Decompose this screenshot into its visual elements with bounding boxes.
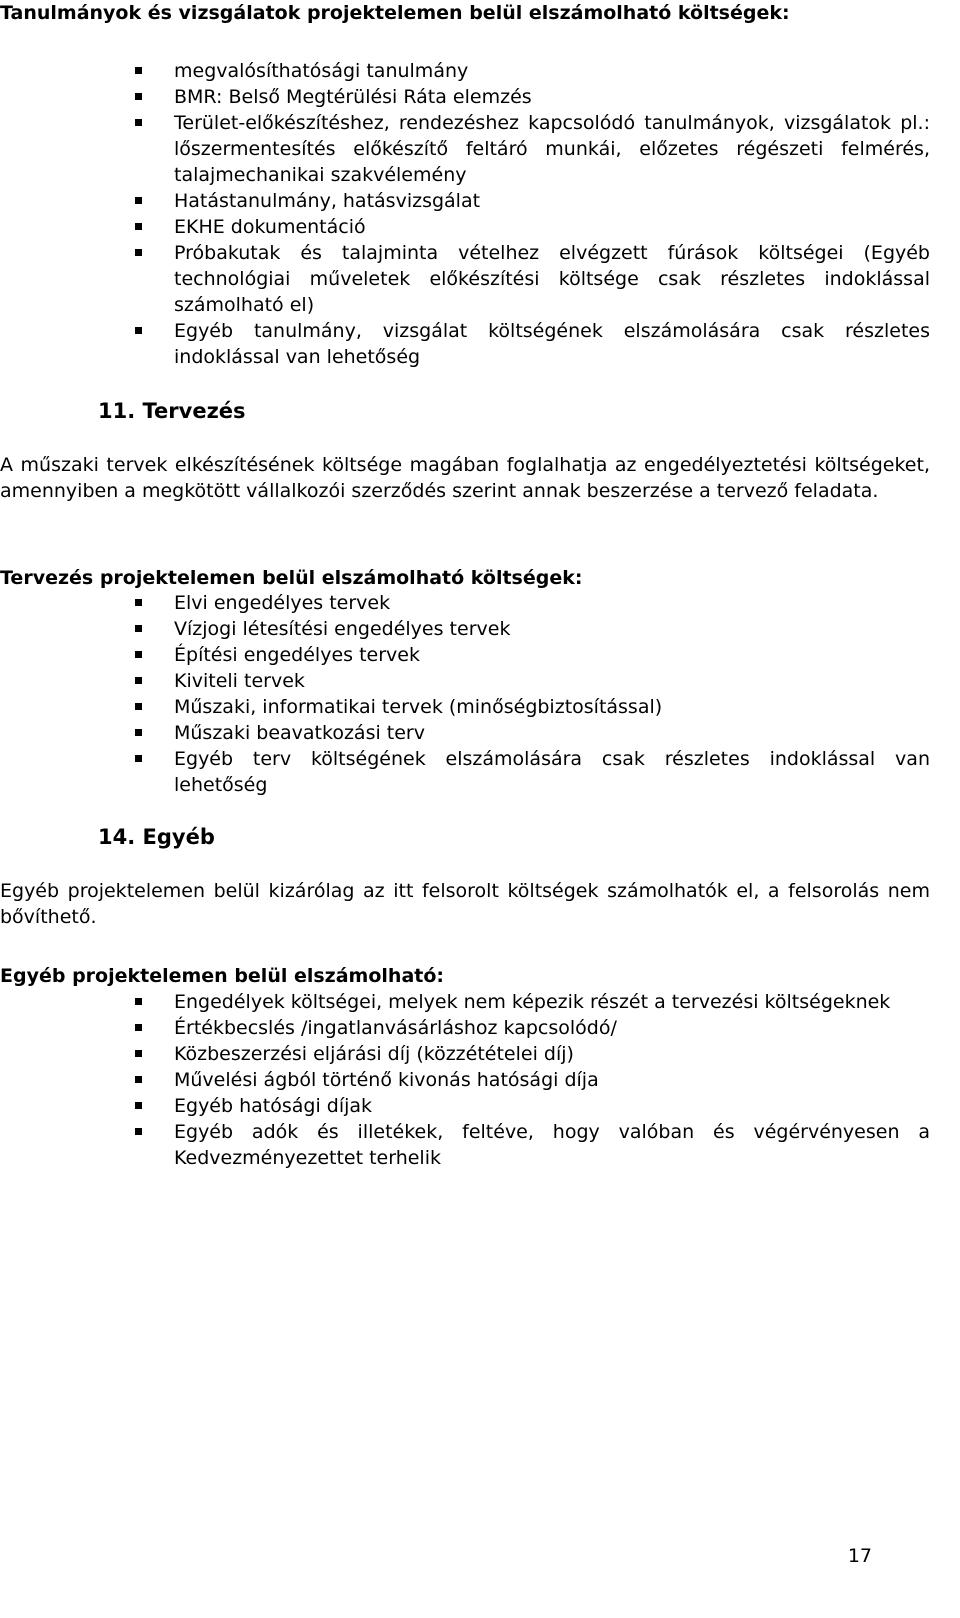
square-bullet-icon bbox=[135, 249, 142, 256]
list-item: Elvi engedélyes tervek bbox=[0, 590, 930, 616]
square-bullet-icon bbox=[135, 1076, 142, 1083]
square-bullet-icon bbox=[135, 1128, 142, 1135]
list-item: EKHE dokumentáció bbox=[0, 214, 930, 240]
page-number: 17 bbox=[847, 1545, 872, 1567]
square-bullet-icon bbox=[135, 67, 142, 74]
section-14-paragraph: Egyéb projektelemen belül kizárólag az itt felsorolt költségek számolhatók el, a felsorolás nem bővíthető. bbox=[0, 880, 930, 928]
square-bullet-icon bbox=[135, 223, 142, 230]
list-item: Próbakutak és talajminta vételhez elvégzett fúrások költségei (Egyéb technológiai műveletek előkészítési költsége csak részletes indoklással számolható el) bbox=[0, 240, 930, 318]
list-item: Művelési ágból történő kivonás hatósági díja bbox=[0, 1067, 930, 1093]
square-bullet-icon bbox=[135, 197, 142, 204]
list-item: Egyéb terv költségének elszámolására csak részletes indoklással van lehetőség bbox=[0, 746, 930, 798]
list-item: Egyéb tanulmány, vizsgálat költségének elszámolására csak részletes indoklással van lehetőség bbox=[0, 318, 930, 370]
square-bullet-icon bbox=[135, 599, 142, 606]
list-item: megvalósíthatósági tanulmány bbox=[0, 58, 930, 84]
list-item: BMR: Belső Megtérülési Ráta elemzés bbox=[0, 84, 930, 110]
list-item: Vízjogi létesítési engedélyes tervek bbox=[0, 616, 930, 642]
square-bullet-icon bbox=[135, 1024, 142, 1031]
list-item: Terület-előkészítéshez, rendezéshez kapcsolódó tanulmányok, vizsgálatok pl.: lőszermentesítés előkészítő feltáró munkái, előzetes régészeti felmérés, talajmechanikai szakvélemény bbox=[0, 110, 930, 188]
heading-design-costs: Tervezés projektelemen belül elszámolható költségek: bbox=[0, 567, 583, 589]
list-item: Közbeszerzési eljárási díj (közzétételei díj) bbox=[0, 1041, 930, 1067]
square-bullet-icon bbox=[135, 998, 142, 1005]
square-bullet-icon bbox=[135, 93, 142, 100]
list-item: Hatástanulmány, hatásvizsgálat bbox=[0, 188, 930, 214]
list-item: Értékbecslés /ingatlanvásárláshoz kapcsolódó/ bbox=[0, 1015, 930, 1041]
square-bullet-icon bbox=[135, 755, 142, 762]
square-bullet-icon bbox=[135, 703, 142, 710]
section-11-title: 11. Tervezés bbox=[98, 399, 246, 423]
square-bullet-icon bbox=[135, 1102, 142, 1109]
square-bullet-icon bbox=[135, 677, 142, 684]
square-bullet-icon bbox=[135, 625, 142, 632]
square-bullet-icon bbox=[135, 729, 142, 736]
design-cost-list bbox=[0, 590, 930, 798]
list-item: Műszaki, informatikai tervek (minőségbiztosítással) bbox=[0, 694, 930, 720]
list-item: Műszaki beavatkozási terv bbox=[0, 720, 930, 746]
studies-cost-list bbox=[0, 58, 930, 370]
section-11-paragraph: A műszaki tervek elkészítésének költsége magában foglalhatja az engedélyeztetési költségeket, amennyiben a megkötött vállalkozói szerződés szerint annak beszerzése a tervező feladata. bbox=[0, 454, 930, 502]
list-item: Egyéb adók és illetékek, feltéve, hogy valóban és végérvényesen a Kedvezményezettet terhelik bbox=[0, 1119, 930, 1171]
list-item: Engedélyek költségei, melyek nem képezik részét a tervezési költségeknek bbox=[0, 989, 930, 1015]
other-cost-list bbox=[0, 989, 930, 1171]
list-item: Építési engedélyes tervek bbox=[0, 642, 930, 668]
square-bullet-icon bbox=[135, 651, 142, 658]
heading-studies-costs: Tanulmányok és vizsgálatok projektelemen belül elszámolható költségek: bbox=[0, 2, 790, 24]
list-item: Egyéb hatósági díjak bbox=[0, 1093, 930, 1119]
section-14-title: 14. Egyéb bbox=[98, 825, 215, 849]
heading-other-costs: Egyéb projektelemen belül elszámolható: bbox=[0, 965, 445, 987]
list-item: Kiviteli tervek bbox=[0, 668, 930, 694]
square-bullet-icon bbox=[135, 119, 142, 126]
square-bullet-icon bbox=[135, 327, 142, 334]
square-bullet-icon bbox=[135, 1050, 142, 1057]
